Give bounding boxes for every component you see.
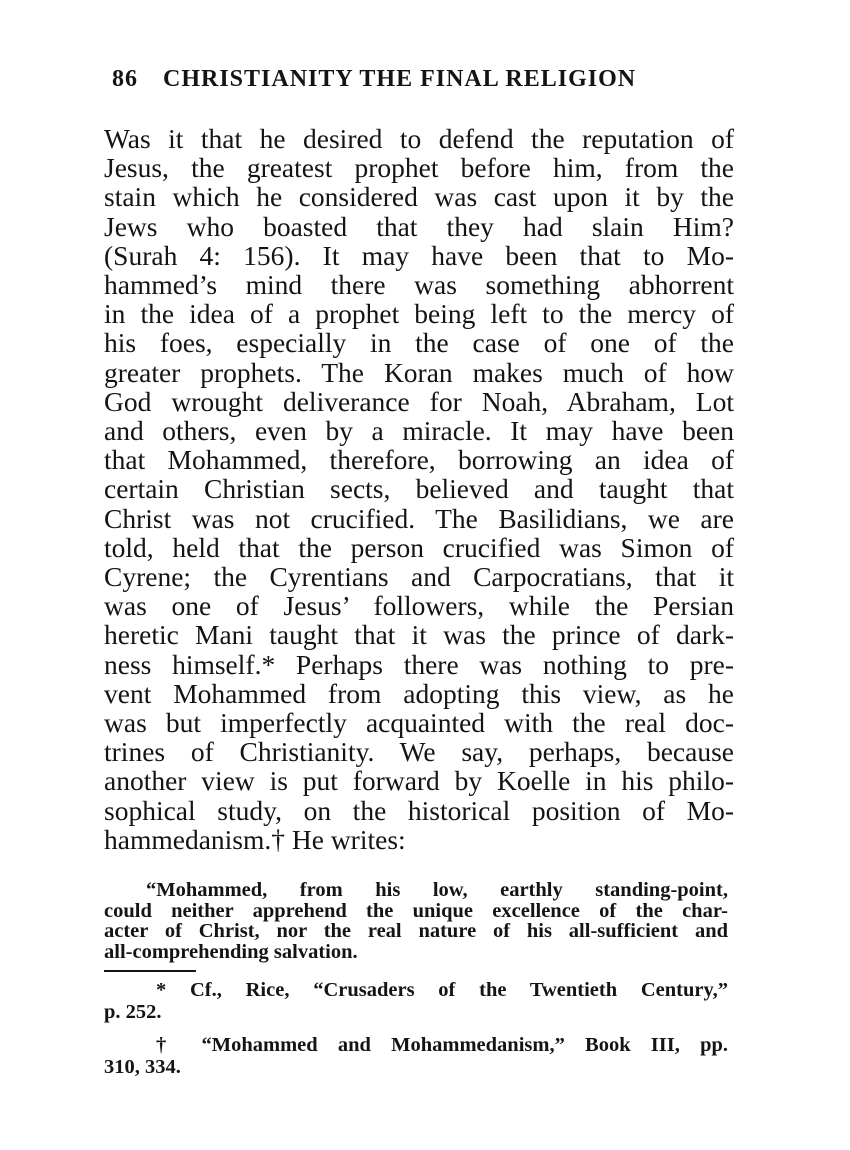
body-line: was but imperfectly acquainted with the real doc-	[104, 707, 734, 739]
body-line: in the idea of a prophet being left to the mercy of	[104, 298, 734, 330]
footnote	[104, 1035, 728, 1078]
body-line: trines of Christianity. We say, perhaps, because	[104, 736, 734, 768]
quote-line: all-comprehending salvation.	[104, 940, 358, 963]
body-line: Cyrene; the Cyrentians and Carpocratians, that it	[104, 561, 734, 593]
body-line: hammed’s mind there was something abhorrent	[104, 269, 734, 301]
footnote-line: † “Mohammed and Mohammedanism,” Book III, pp.	[156, 1034, 728, 1056]
body-line: ness himself.* Perhaps there was nothing to pre-	[104, 648, 734, 680]
body-line: certain Christian sects, believed and taught that	[104, 473, 734, 505]
body-line: hammedanism.† He writes:	[104, 823, 406, 855]
quote-line: “Mohammed, from his low, earthly standing-point,	[146, 879, 728, 901]
body-line: heretic Mani taught that it was the prince of dark-	[104, 619, 734, 651]
quote-line: acter of Christ, nor the real nature of his all-sufficient and	[104, 920, 728, 942]
footnote-line: 310, 334.	[104, 1055, 181, 1078]
footnote-line: * Cf., Rice, “Crusaders of the Twentieth Century,”	[156, 979, 728, 1001]
quote-line: could neither apprehend the unique excellence of the char-	[104, 899, 728, 922]
page-number: 86	[112, 66, 138, 92]
body-line: another view is put forward by Koelle in his philo-	[104, 765, 734, 797]
body-line: (Surah 4: 156). It may have been that to Mo-	[104, 239, 734, 271]
body-line: his foes, especially in the case of one of the	[104, 327, 734, 359]
running-head	[112, 66, 732, 93]
body-line: Jesus, the greatest prophet before him, from the	[104, 152, 734, 184]
body-line: sophical study, on the historical position of Mo-	[104, 794, 734, 826]
block-quote	[104, 880, 728, 962]
body-line: Christ was not crucified. The Basilidians, we are	[104, 502, 734, 534]
body-line: told, held that the person crucified was Simon of	[104, 531, 734, 563]
body-line: God wrought deliverance for Noah, Abraham, Lot	[104, 385, 734, 417]
body-line: that Mohammed, therefore, borrowing an idea of	[104, 444, 734, 476]
body-line: was one of Jesus’ followers, while the Persian	[104, 590, 734, 622]
body-line: stain which he considered was cast upon it by the	[104, 181, 734, 213]
footnote	[104, 980, 728, 1023]
body-line: greater prophets. The Koran makes much of how	[104, 356, 734, 388]
body-line: Was it that he desired to defend the reputation of	[104, 123, 734, 154]
body-line: Jews who boasted that they had slain Him?	[104, 210, 734, 242]
footnote-line: p. 252.	[104, 1000, 162, 1023]
body-paragraph	[104, 124, 734, 854]
running-title: CHRISTIANITY THE FINAL RELIGION	[163, 66, 637, 92]
body-line: vent Mohammed from adopting this view, as he	[104, 677, 734, 709]
footnote-divider	[104, 970, 196, 972]
body-line: and others, even by a miracle. It may have been	[104, 415, 734, 447]
footnotes	[104, 980, 728, 1090]
